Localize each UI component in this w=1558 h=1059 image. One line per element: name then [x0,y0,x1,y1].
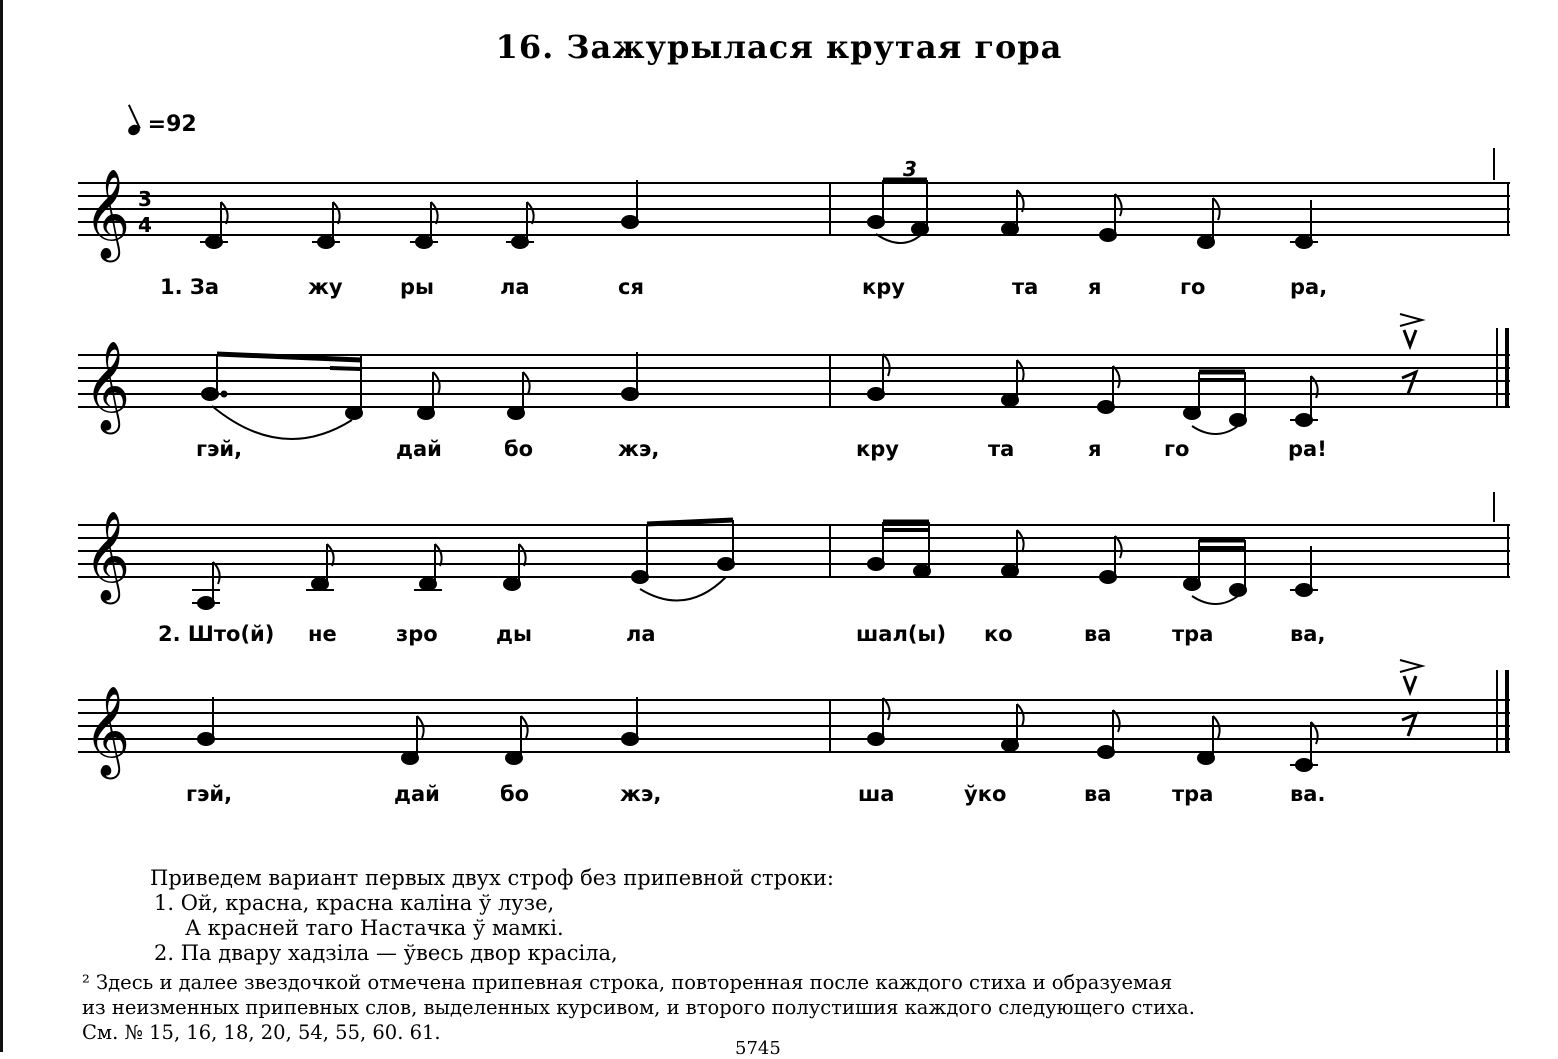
lyric-syllable: я [1088,437,1102,461]
treble-clef-icon: 𝄞 [84,686,131,776]
lyric-syllable: дай [396,437,442,461]
lyric-syllable: не [308,622,337,646]
lyric-syllable: жэ, [618,437,660,461]
lyric-syllable: ва [1084,622,1112,646]
lyric-syllable: тра [1172,622,1214,646]
lyric-syllable: ся [618,275,644,299]
variant-intro: Приведем вариант первых двух строф без припевной строки: [150,866,834,890]
lyric-syllable: ша [858,782,895,806]
notes-system-4 [198,660,1422,771]
lyric-syllable: ра, [1290,275,1328,299]
lyric-syllable: ко [984,622,1013,646]
lyric-syllable: тра [1172,782,1214,806]
lyric-syllable: го [1164,437,1190,461]
lyric-syllable: дай [394,782,440,806]
variant-line: А красней таго Настачка ў мамкi. [185,916,564,940]
lyric-syllable: го [1180,275,1206,299]
footnote [82,970,1482,1045]
lyric-syllable: та [988,437,1015,461]
lyric-syllable: ва [1084,782,1112,806]
lyric-syllable: 2. Што(й) [158,622,275,646]
footnote-line: из неизменных припевных слов, выделенных курсивом, и второго полустишия каждого следующего стиха. [82,996,1195,1019]
treble-clef-icon: 𝄞 [84,511,131,601]
lyric-syllable: ды [496,622,532,646]
staff-system-4 [78,670,1510,752]
lyric-syllable: ла [626,622,656,646]
lyric-syllable: ла [500,275,530,299]
lyric-syllable: ры [400,275,435,299]
lyric-syllable: 1. За [160,275,219,299]
lyric-syllable: ва. [1290,782,1326,806]
staff-system-2 [78,328,1510,407]
tempo-value: =92 [147,112,197,137]
lyric-syllable: кру [862,275,905,299]
triplet-mark: 3 [903,157,917,181]
lyric-syllable: жу [308,275,343,299]
lyric-syllable: гэй, [186,782,233,806]
time-sig-top: 3 [138,187,152,211]
notes-system-2 [202,314,1422,439]
staff-system-3 [78,492,1510,577]
treble-clef-icon: 𝄞 [84,169,131,259]
lyric-syllable: бо [500,782,530,806]
lyric-syllable: та [1012,275,1039,299]
lyric-syllable: бо [504,437,534,461]
lyric-syllable: шал(ы) [856,622,947,646]
page-number: 5745 [735,1038,781,1059]
variant-text [150,866,1480,966]
lyric-syllable: гэй, [196,437,243,461]
song-title: 16. Зажурылася крутая гора [495,28,1063,66]
variant-line: 2. Па двару хадзiла — ўвесь двор красiла, [154,941,618,965]
time-sig-bottom: 4 [138,213,152,237]
notes-system-1 [200,180,1318,248]
footnote-line: См. № 15, 16, 18, 20, 54, 55, 60. 61. [82,1021,441,1044]
lyric-syllable: ра! [1288,437,1327,461]
lyric-syllable: зро [396,622,438,646]
lyric-syllable: жэ, [620,782,662,806]
lyric-syllable: я [1088,275,1102,299]
staff-system-1 [78,148,1510,235]
variant-line: 1. Ой, красна, красна калiна ў лузе, [154,891,555,915]
footnote-line: ² Здесь и далее звездочкой отмечена припевная строка, повторенная после каждого стиха и образуемая [82,971,1173,994]
lyric-syllable: ва, [1290,622,1326,646]
lyric-syllable: ўко [964,782,1007,806]
lyric-syllable: кру [856,437,899,461]
treble-clef-icon: 𝄞 [84,341,131,431]
